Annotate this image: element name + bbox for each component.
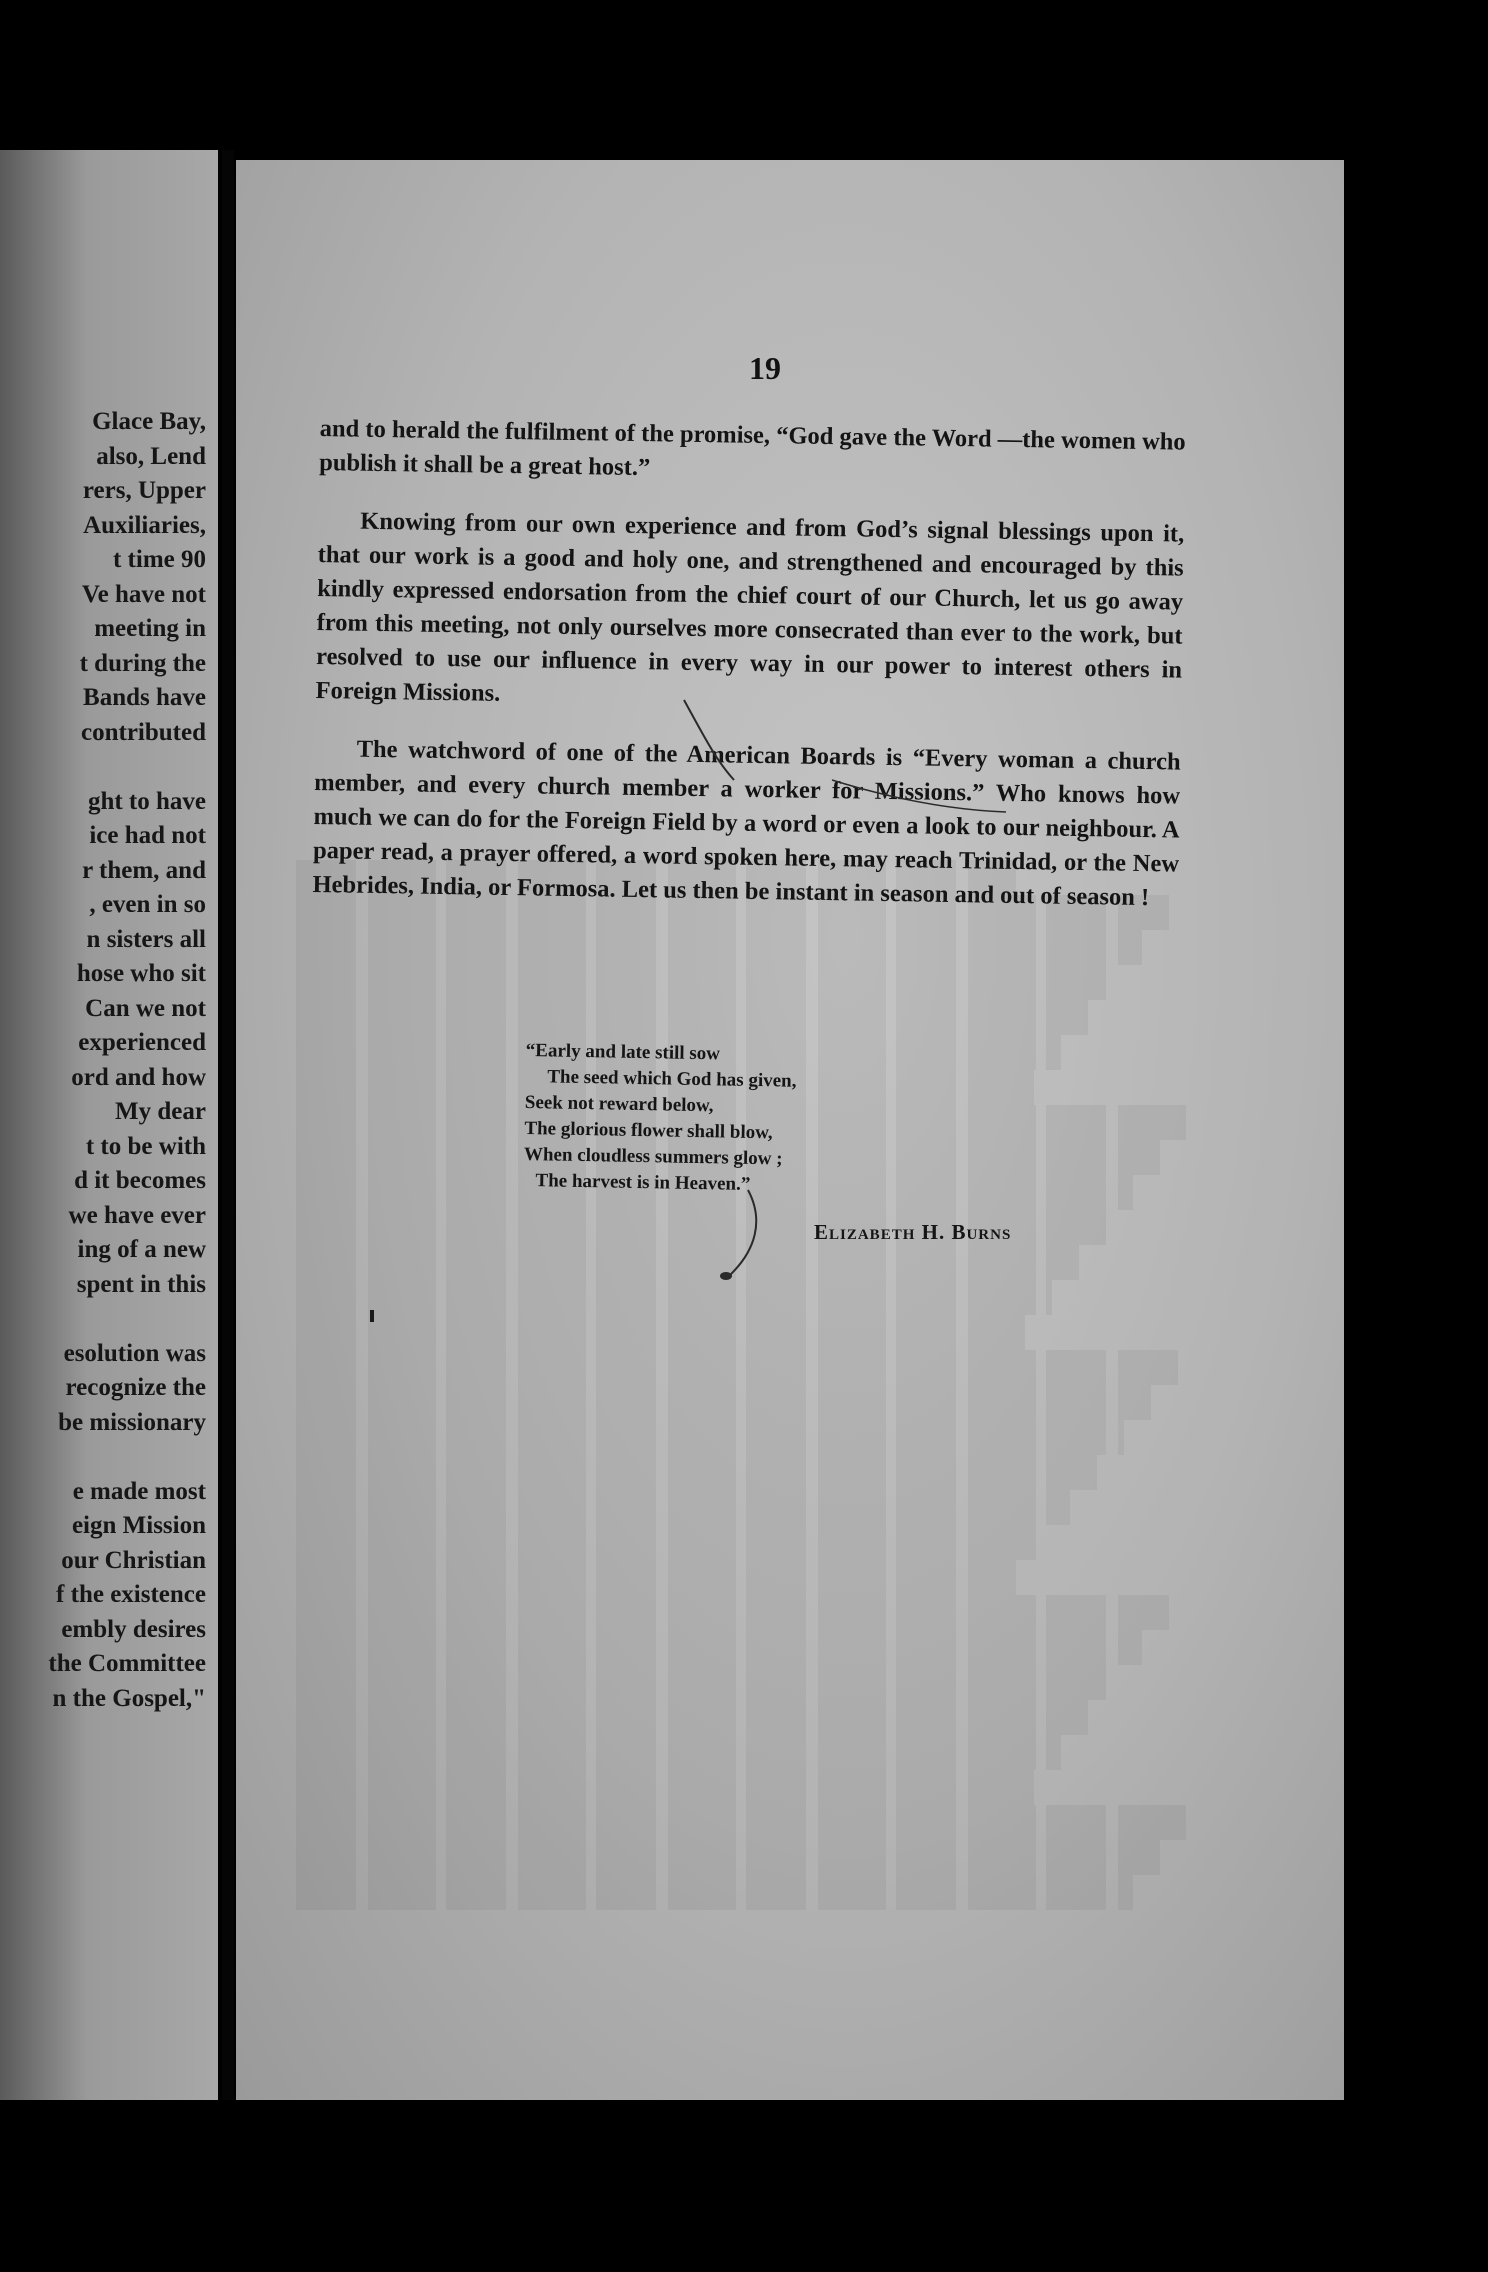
left-page-line: n the Gospel," [52, 1684, 206, 1712]
left-page-line: Can we not [85, 994, 206, 1022]
main-page [236, 160, 1344, 2100]
poem-line: “Early and late still sow [525, 1039, 721, 1065]
left-page-line: be missionary [58, 1408, 206, 1436]
left-page-line: r them, and [82, 856, 206, 884]
page-gutter [222, 150, 234, 2100]
left-page-line: f the existence [56, 1581, 206, 1608]
left-page-line: t to be with [85, 1132, 206, 1160]
left-page-line: spent in this [76, 1270, 206, 1298]
left-page-line: we have ever [68, 1201, 206, 1229]
left-page-line: meeting in [94, 615, 206, 642]
left-page-line: also, Lend [96, 442, 206, 470]
left-page-line: , even in so [89, 891, 206, 918]
left-page-line: d it becomes [74, 1167, 206, 1194]
poem-line: Seek not reward below, [524, 1091, 714, 1117]
left-page-line: recognize the [65, 1374, 206, 1401]
left-page-line: hose who sit [76, 960, 206, 987]
paragraph: and to herald the fulfilment of the promise, “God gave the Word —the women who publish it shall be a great host.” [318, 414, 1186, 482]
left-page-line: experienced [78, 1029, 206, 1056]
left-page-line: t during the [79, 649, 206, 677]
left-page-line: rers, Upper [82, 477, 206, 504]
left-page-line: eign Mission [71, 1512, 206, 1539]
left-page-line: Glace Bay, [92, 408, 206, 435]
left-page-line: Auxiliaries, [83, 511, 206, 539]
poem-line: When cloudless summers glow ; [523, 1143, 783, 1170]
author-signature: Elizabeth H. Burns [814, 1220, 1012, 1244]
left-page-line: t time 90 [112, 546, 206, 573]
poem-line: The seed which God has given, [547, 1066, 797, 1092]
left-page-line: Bands have [83, 684, 206, 711]
page-number: 19 [749, 350, 781, 386]
poem-line: The harvest is in Heaven.” [535, 1170, 751, 1195]
paragraph: Knowing from our own experience and from God’s signal blessings upon it, that our work is a good and holy one, and strengthened and encouraged by this kindly expressed endorsation from the chief court of our Church, let us go away from this meeting, not only ourselves more consecrated than ever to the work, but resolved to use our influence in every way in our power to interest others in Foreign Missions. [315, 507, 1185, 707]
paragraph: The watchword of one of the American Boards is “Every woman a church member, and every church member a worker for Missions.” Who knows how much we can do for the Foreign Field by a word or even a look to our neighbour. A paper read, a prayer offered, a word spoken here, may reach Trinidad, or the New Hebrides, India, or Formosa. Let us then be instant in season and out of season ! [312, 735, 1181, 912]
left-page-line: My dear [115, 1098, 206, 1125]
left-page-line: esolution was [63, 1339, 206, 1367]
left-page-line: ing of a new [77, 1236, 206, 1263]
pen-stroke-marks [236, 160, 1344, 2100]
left-page-line: the Committee [48, 1650, 206, 1677]
left-page-line: contributed [81, 718, 206, 746]
left-facing-page [0, 150, 218, 2100]
left-page-line: ice had not [89, 822, 206, 849]
poem-line: The glorious flower shall blow, [524, 1117, 773, 1144]
left-page-line: n sisters all [86, 925, 206, 953]
left-page-line: e made most [72, 1477, 206, 1505]
left-page-line: our Christian [61, 1546, 206, 1574]
left-page-line: ght to have [87, 787, 206, 815]
left-page-line: ord and how [71, 1063, 206, 1091]
left-page-line: Ve have not [81, 580, 206, 608]
left-page-line: embly desires [61, 1615, 206, 1643]
